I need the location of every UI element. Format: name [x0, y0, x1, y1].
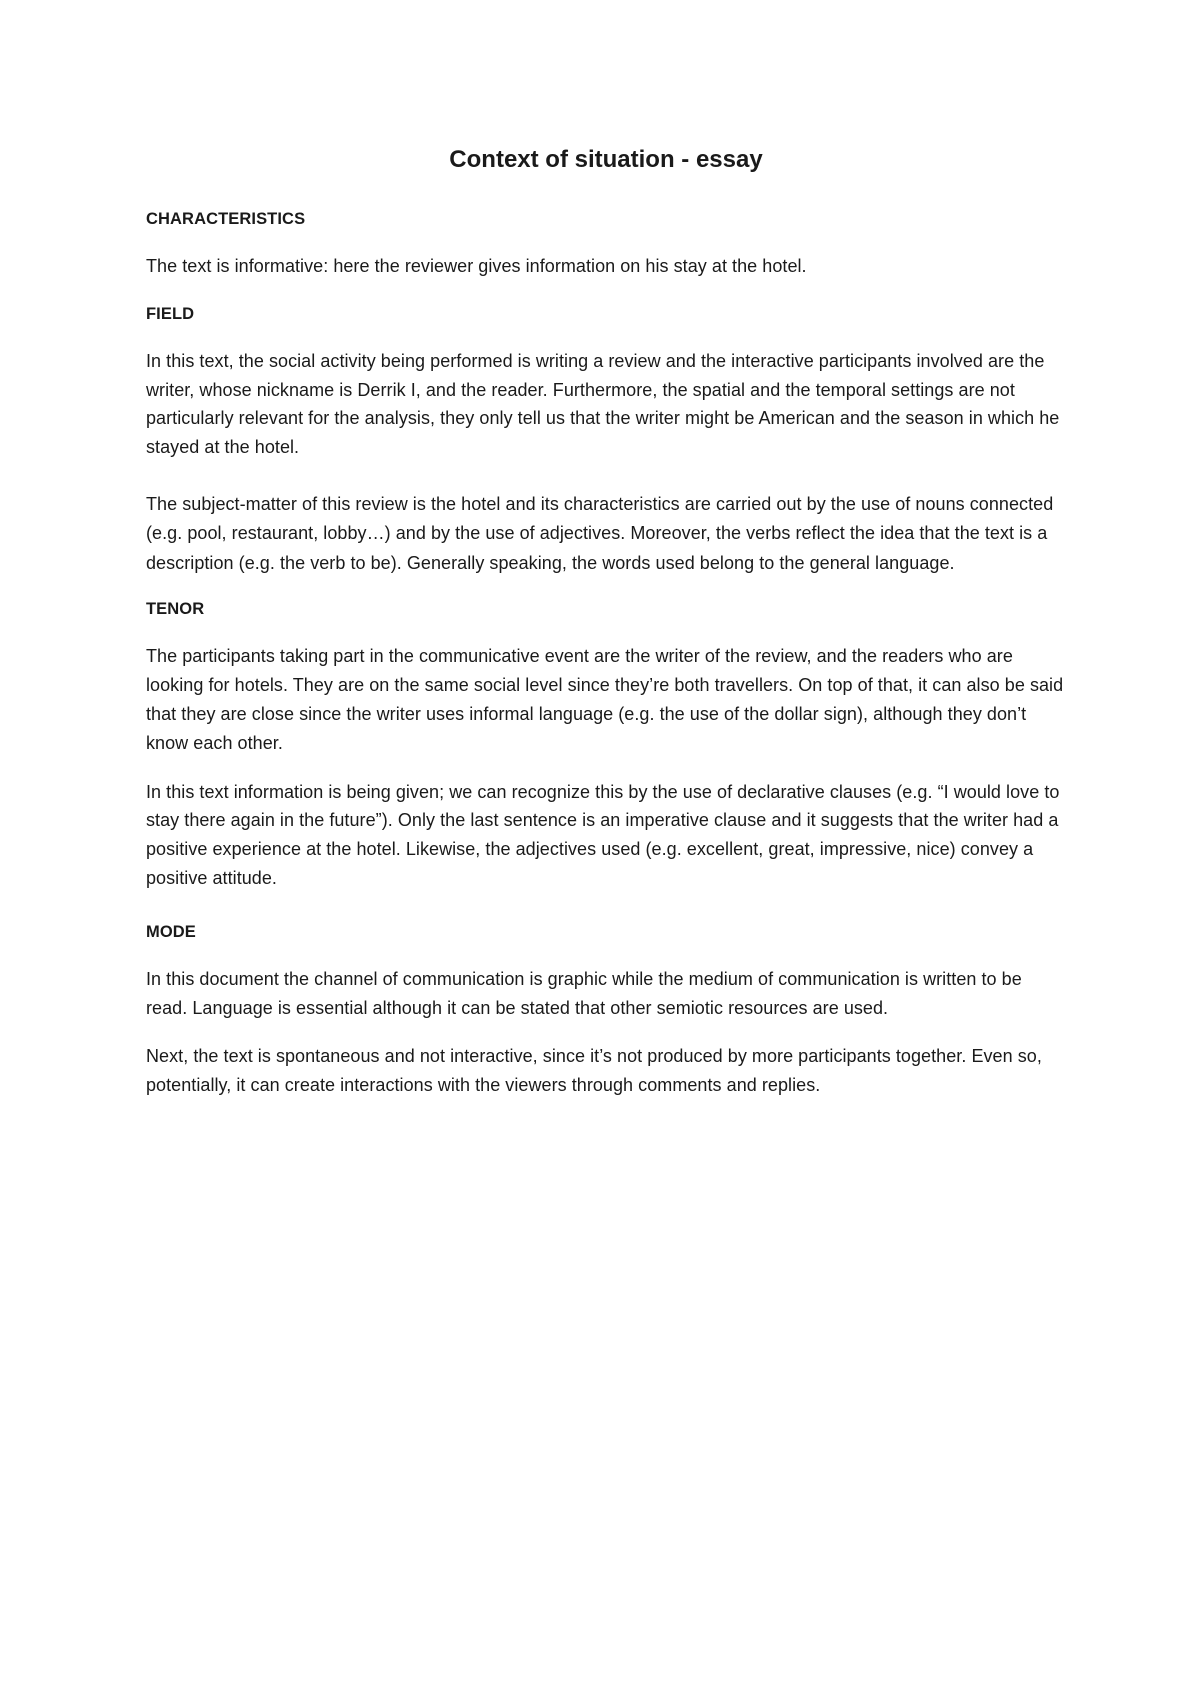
section-heading-tenor: TENOR [146, 600, 205, 619]
document-body [146, 146, 1066, 1120]
section-heading-field: FIELD [146, 304, 195, 323]
field-paragraph-1: In this text, the social activity being performed is writing a review and the interactive participants involved are the writer, whose nickname is Derrik I, and the reader. Furthermore, the spatial and the temporal settings are not particularly relevant for the analysis, they only tell us that the writer might be American and the season in which he stayed at the hotel. [146, 350, 1060, 458]
field-paragraph-2: The subject-matter of this review is the hotel and its characteristics are carried out by the use of nouns connected (e.g. pool, restaurant, lobby…) and by the use of adjectives. Moreover, the verbs reflect the idea that the text is a description (e.g. the verb to be). Generally speaking, the words used belong to the general language. [146, 493, 1054, 573]
section-field [146, 303, 1066, 579]
section-characteristics [146, 208, 1066, 281]
document-title: Context of situation - essay [449, 146, 763, 173]
section-tenor [146, 598, 1066, 892]
mode-paragraph-2: Next, the text is spontaneous and not interactive, since it’s not produced by more participants together. Even so, potentially, it can create interactions with the viewers through comments and replies. [146, 1046, 1042, 1096]
section-heading-characteristics: CHARACTERISTICS [146, 210, 306, 228]
tenor-paragraph-2: In this text information is being given; we can recognize this by the use of declarative clauses (e.g. “I would love to stay there again in the future”). Only the last sentence is an imperative clause and it suggests that the writer had a positive experience at the hotel. Likewise, the adjectives used (e.g. excellent, great, impressive, nice) convey a positive attitude. [146, 781, 1060, 889]
section-mode [146, 921, 1066, 1100]
section-heading-mode: MODE [146, 922, 196, 941]
characteristics-paragraph-1: The text is informative: here the reviewer gives information on his stay at the hotel. [146, 256, 807, 276]
tenor-paragraph-1: The participants taking part in the communicative event are the writer of the review, and the readers who are looking for hotels. They are on the same social level since they’re both travellers. On top of that, it can also be said that they are close since the writer uses informal language (e.g. the use of the dollar sign), although they don’t know each other. [146, 646, 1064, 753]
mode-paragraph-1: In this document the channel of communication is graphic while the medium of communication is written to be read. Language is essential although it can be stated that other semiotic resources are used. [146, 968, 1022, 1018]
